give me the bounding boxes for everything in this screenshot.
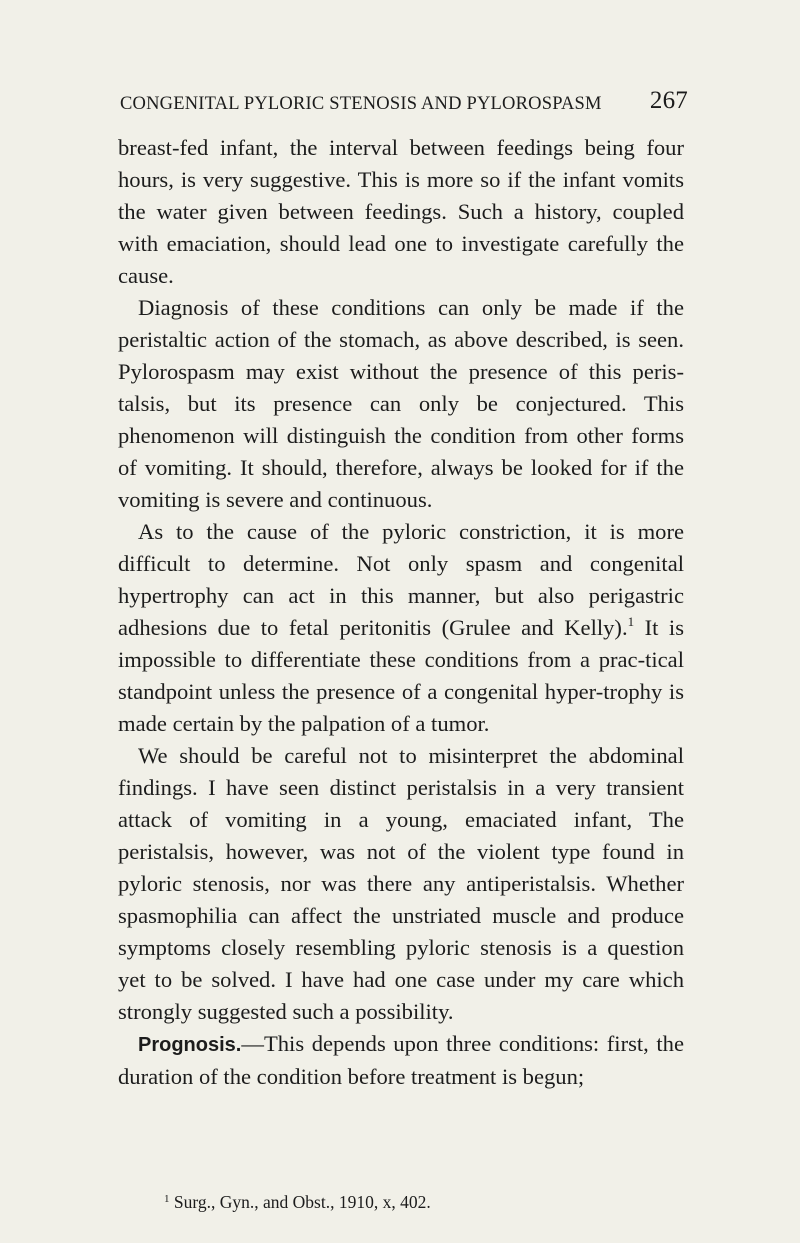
paragraph-findings [118, 740, 684, 1028]
footnote-text: Surg., Gyn., and Obst., 1910, x, 402. [173, 1192, 431, 1212]
paragraph-text: —This depends upon three conditions: first, the duration of the condition before treatment is begun; [118, 1031, 684, 1089]
paragraph-text-before-ref: As to the cause of the pyloric constriction, it is more difficult to determine. Not only spasm and congenital hypertrophy can act in this manner, but also perigastric adhesions due to fetal peritonitis (Grulee and Kelly). [118, 519, 684, 640]
page-number: 267 [649, 87, 688, 114]
paragraph-prognosis [118, 1028, 684, 1093]
paragraph-text-after-ref: It is impossible to differentiate these conditions from a prac-tical standpoint unless the presence of a congenital hyper-trophy is made certain by the palpation of a tumor. [118, 615, 684, 736]
footnote-marker: 1 [164, 1193, 170, 1205]
paragraph-text: breast-fed infant, the interval between feedings being four hours, is very suggestive. This is more so if the infant vomits the water given between feedings. Such a history, coupled with emaciation, should lead one to investigate carefully the cause. [118, 135, 684, 288]
footnote [164, 1192, 431, 1213]
paragraph-diagnosis [118, 292, 684, 516]
body-text [118, 132, 684, 1093]
footnote-reference: 1 [627, 614, 635, 629]
running-head [118, 87, 688, 126]
paragraph-text: Diagnosis of these conditions can only be made if the peristaltic action of the stomach, as above described, is seen. Pylorospasm may exist without the presence of this peris-talsis, but its presence can only be conjectured. This phenomenon will distinguish the condition from other forms of vomiting. It should, therefore, always be looked for if the vomiting is severe and continuous. [118, 295, 684, 512]
page-content [118, 87, 688, 1093]
paragraph-text: We should be careful not to misinterpret the abdominal findings. I have seen distinct peristalsis in a very transient attack of vomiting in a young, emaciated infant, The peristalsis, however, was not of the violent type found in pyloric stenosis, nor was there any antiperistalsis. Whether spasmophilia can affect the unstriated muscle and produce symptoms closely resembling pyloric stenosis is a question yet to be solved. I have had one case under my care which strongly suggested such a possibility. [118, 743, 684, 1024]
run-in-heading: Prognosis. [138, 1034, 242, 1056]
paragraph-continued [118, 132, 684, 292]
running-head-title: CONGENITAL PYLORIC STENOSIS AND PYLOROSPASM [120, 94, 602, 114]
paragraph-cause [118, 516, 684, 740]
